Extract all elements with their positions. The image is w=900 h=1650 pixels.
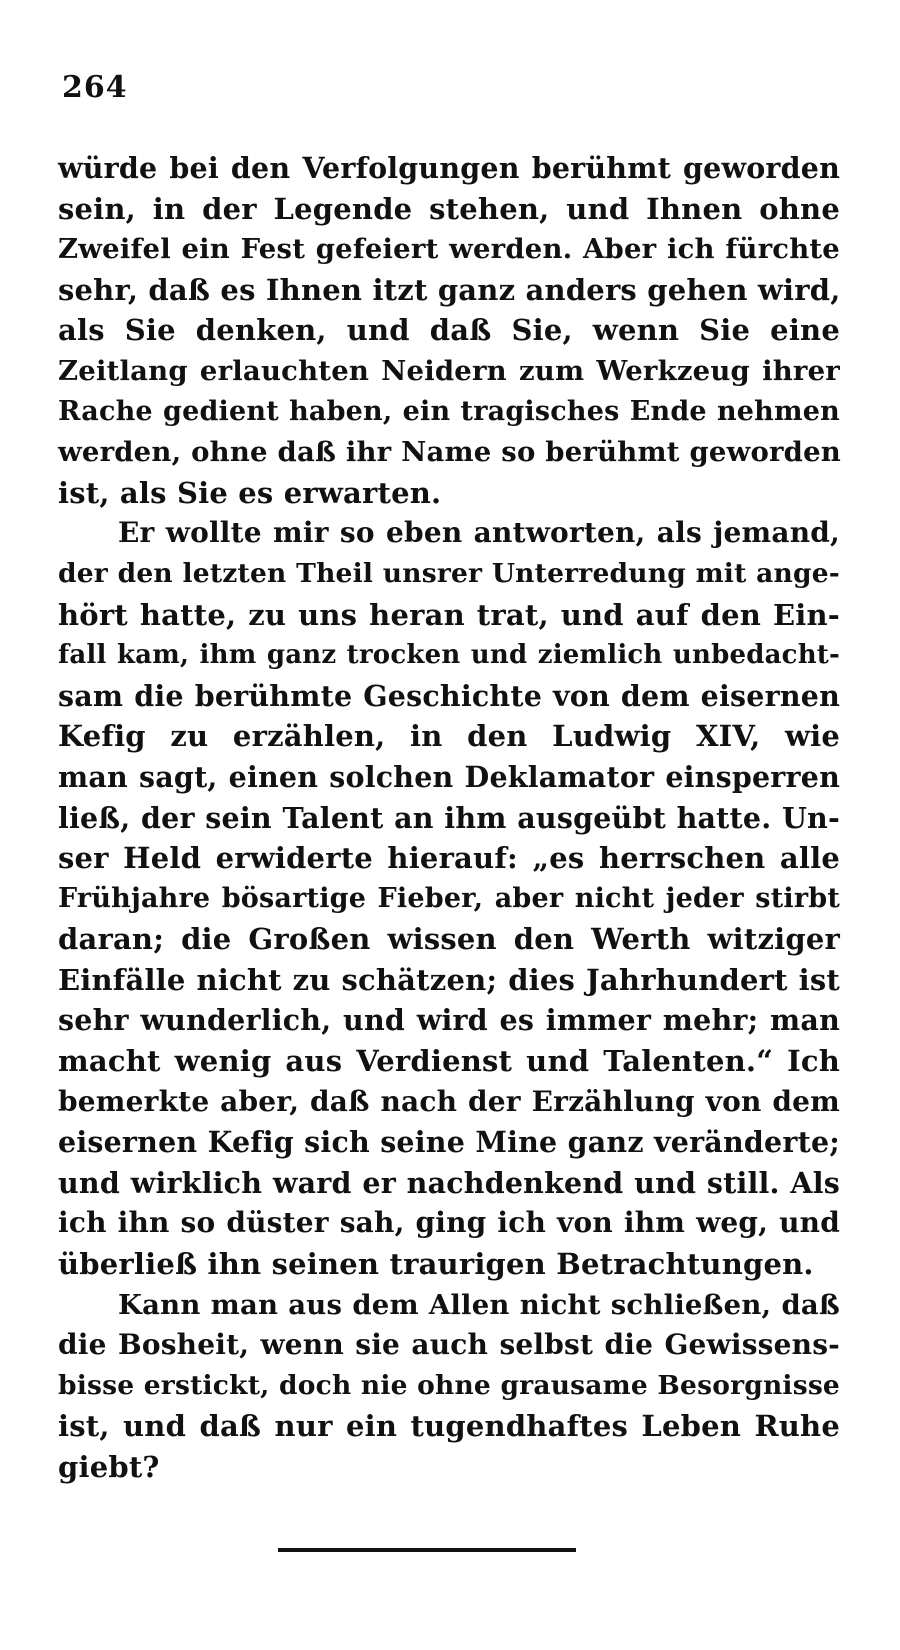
text-line: werden, ohne daß ihr Name so berühmt geworden: [58, 436, 841, 469]
paragraph-3: [58, 1285, 840, 1488]
text-line: Er wollte mir so eben antworten, als jemand,: [118, 516, 840, 550]
text-line: Einfälle nicht zu schätzen; dies Jahrhundert ist: [58, 962, 840, 997]
text-line: Zeitlang erlauchten Neidern zum Werkzeug ihrer: [58, 354, 840, 387]
text-line: ließ, der sein Talent an ihm ausgeübt hatte. Un-: [58, 800, 840, 835]
page-number: 264: [62, 70, 128, 105]
text-line: giebt?: [58, 1450, 160, 1484]
text-line: ist, und daß nur ein tugendhaftes Leben Ruhe: [58, 1409, 840, 1444]
text-line: als Sie denken, und daß Sie, wenn Sie eine: [58, 313, 840, 348]
text-line: überließ ihn seinen traurigen Betrachtungen.: [58, 1247, 814, 1282]
text-line: ich ihn so düster sah, ging ich von ihm weg, und: [58, 1206, 840, 1240]
text-line: der den letzten Theil unsrer Unterredung mit ange-: [58, 557, 840, 589]
text-line: würde bei den Verfolgungen berühmt geworden: [58, 151, 840, 185]
paragraph-2: [58, 513, 840, 1284]
closing-rule: [278, 1548, 576, 1552]
text-line: die Bosheit, wenn sie auch selbst die Gewissens-: [58, 1328, 840, 1362]
text-line: man sagt, einen solchen Deklamator einsperren: [58, 759, 840, 794]
text-line: bemerkte aber, daß nach der Erzählung von dem: [58, 1084, 840, 1118]
text-line: Rache gedient haben, ein tragisches Ende nehmen: [58, 395, 840, 427]
text-line: macht wenig aus Verdienst und Talenten.“ Ich: [58, 1044, 840, 1079]
text-line: ser Held erwiderte hierauf: „es herrschen alle: [58, 841, 840, 876]
paragraph-1: [58, 148, 840, 513]
text-line: sein, in der Legende stehen, und Ihnen ohne: [58, 191, 840, 226]
text-line: und wirklich ward er nachdenkend und still. Als: [58, 1165, 840, 1200]
text-line: hört hatte, zu uns heran trat, und auf den Ein-: [58, 597, 840, 632]
text-line: daran; die Großen wissen den Werth witziger: [58, 922, 840, 957]
text-line: sehr, daß es Ihnen itzt ganz anders gehen wird,: [58, 272, 841, 307]
text-line: Kann man aus dem Allen nicht schließen, daß: [118, 1288, 840, 1321]
text-line: Kefig zu erzählen, in den Ludwig XIV, wie: [58, 719, 840, 754]
text-line: bisse erstickt, doch nie ohne grausame Besorgnisse: [58, 1369, 840, 1401]
text-line: sam die berühmte Geschichte von dem eisernen: [58, 678, 840, 713]
text-line: eisernen Kefig sich seine Mine ganz veränderte;: [58, 1125, 840, 1160]
text-line: Frühjahre bösartige Fieber, aber nicht jeder stirbt: [58, 882, 840, 914]
body-text: [58, 148, 840, 1488]
text-line: ist, als Sie es erwarten.: [58, 475, 442, 510]
text-line: fall kam, ihm ganz trocken und ziemlich unbedacht-: [58, 640, 840, 671]
text-line: sehr wunderlich, und wird es immer mehr; man: [58, 1003, 840, 1038]
text-line: Zweifel ein Fest gefeiert werden. Aber ich fürchte: [58, 233, 840, 266]
